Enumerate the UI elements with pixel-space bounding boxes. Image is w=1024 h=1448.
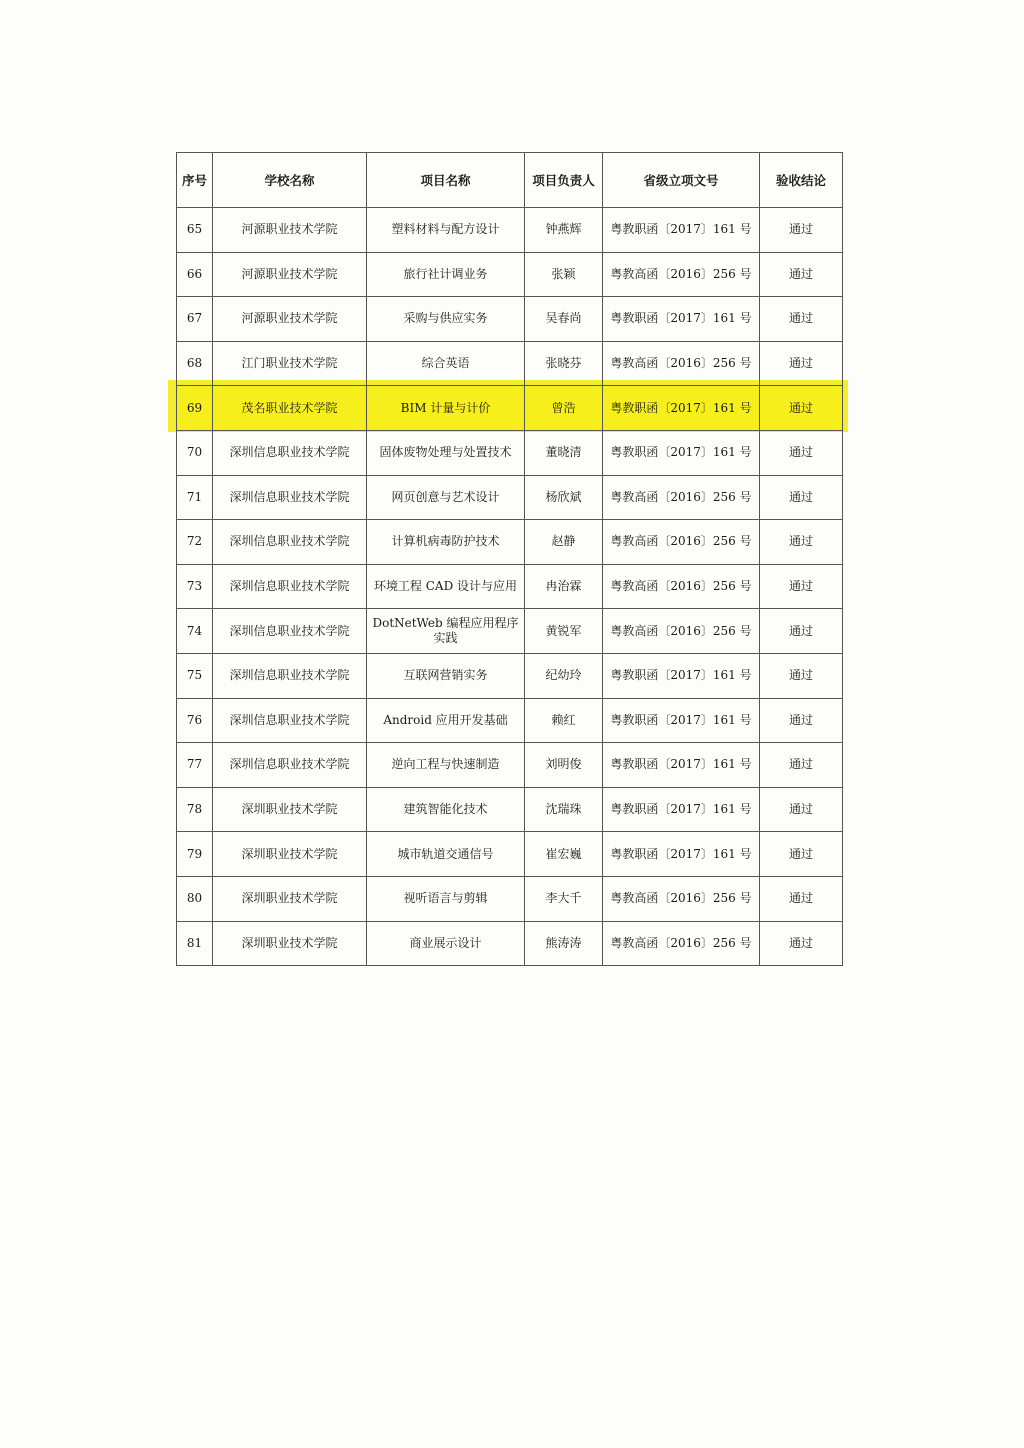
table-header-row [177,153,843,208]
table-row [177,609,843,654]
cell-school: 深圳信息职业技术学院 [213,475,367,520]
cell-project: 采购与供应实务 [367,297,525,342]
cell-leader: 杨欣斌 [525,475,603,520]
header-result: 验收结论 [760,153,843,208]
cell-project: 网页创意与艺术设计 [367,475,525,520]
acceptance-table-container [176,152,842,966]
cell-leader: 李大千 [525,876,603,921]
table-row [177,341,843,386]
table-row [177,252,843,297]
cell-school: 深圳职业技术学院 [213,876,367,921]
cell-result: 通过 [760,609,843,654]
cell-index: 79 [177,832,213,877]
cell-index: 68 [177,341,213,386]
cell-project: DotNetWeb 编程应用程序实践 [367,609,525,654]
cell-school: 深圳信息职业技术学院 [213,564,367,609]
table-row [177,876,843,921]
cell-result: 通过 [760,386,843,431]
cell-project: 综合英语 [367,341,525,386]
cell-doc-number: 粤教职函〔2017〕161 号 [603,386,760,431]
cell-index: 65 [177,208,213,253]
cell-doc-number: 粤教高函〔2016〕256 号 [603,876,760,921]
table-row [177,208,843,253]
cell-result: 通过 [760,430,843,475]
header-leader: 项目负责人 [525,153,603,208]
cell-project: 环境工程 CAD 设计与应用 [367,564,525,609]
cell-school: 深圳信息职业技术学院 [213,520,367,565]
cell-result: 通过 [760,297,843,342]
cell-leader: 吴春尚 [525,297,603,342]
cell-school: 深圳职业技术学院 [213,921,367,966]
cell-result: 通过 [760,876,843,921]
cell-project: 互联网营销实务 [367,653,525,698]
table-row [177,386,843,431]
header-school: 学校名称 [213,153,367,208]
cell-leader: 赵静 [525,520,603,565]
cell-result: 通过 [760,252,843,297]
cell-school: 茂名职业技术学院 [213,386,367,431]
table-row [177,743,843,788]
cell-index: 75 [177,653,213,698]
cell-project: Android 应用开发基础 [367,698,525,743]
table-row [177,698,843,743]
cell-doc-number: 粤教职函〔2017〕161 号 [603,430,760,475]
cell-index: 73 [177,564,213,609]
cell-result: 通过 [760,698,843,743]
acceptance-table [176,152,843,966]
cell-index: 78 [177,787,213,832]
cell-doc-number: 粤教职函〔2017〕161 号 [603,297,760,342]
table-row [177,921,843,966]
cell-school: 河源职业技术学院 [213,252,367,297]
table-row [177,430,843,475]
table-row [177,475,843,520]
cell-index: 74 [177,609,213,654]
cell-index: 67 [177,297,213,342]
header-doc-number: 省级立项文号 [603,153,760,208]
cell-leader: 沈瑞珠 [525,787,603,832]
cell-leader: 董晓清 [525,430,603,475]
cell-result: 通过 [760,208,843,253]
cell-doc-number: 粤教高函〔2016〕256 号 [603,341,760,386]
cell-project: 逆向工程与快速制造 [367,743,525,788]
cell-school: 深圳信息职业技术学院 [213,430,367,475]
cell-doc-number: 粤教高函〔2016〕256 号 [603,475,760,520]
cell-leader: 钟燕辉 [525,208,603,253]
cell-project: 旅行社计调业务 [367,252,525,297]
cell-leader: 崔宏巍 [525,832,603,877]
cell-result: 通过 [760,653,843,698]
cell-index: 77 [177,743,213,788]
cell-project: 塑料材料与配方设计 [367,208,525,253]
cell-index: 81 [177,921,213,966]
table-row [177,520,843,565]
cell-doc-number: 粤教职函〔2017〕161 号 [603,698,760,743]
cell-leader: 张晓芬 [525,341,603,386]
header-project: 项目名称 [367,153,525,208]
cell-leader: 曾浩 [525,386,603,431]
cell-school: 深圳职业技术学院 [213,787,367,832]
cell-index: 66 [177,252,213,297]
cell-project: 建筑智能化技术 [367,787,525,832]
cell-leader: 纪幼玲 [525,653,603,698]
cell-leader: 赖红 [525,698,603,743]
cell-project: BIM 计量与计价 [367,386,525,431]
table-row [177,787,843,832]
cell-school: 深圳信息职业技术学院 [213,653,367,698]
cell-doc-number: 粤教职函〔2017〕161 号 [603,653,760,698]
cell-leader: 冉治霖 [525,564,603,609]
cell-project: 视听语言与剪辑 [367,876,525,921]
cell-school: 江门职业技术学院 [213,341,367,386]
table-body [177,208,843,966]
table-row [177,564,843,609]
cell-project: 城市轨道交通信号 [367,832,525,877]
cell-school: 深圳信息职业技术学院 [213,743,367,788]
cell-index: 72 [177,520,213,565]
cell-leader: 刘明俊 [525,743,603,788]
cell-doc-number: 粤教高函〔2016〕256 号 [603,252,760,297]
cell-result: 通过 [760,475,843,520]
cell-doc-number: 粤教职函〔2017〕161 号 [603,832,760,877]
cell-index: 70 [177,430,213,475]
cell-school: 河源职业技术学院 [213,297,367,342]
cell-doc-number: 粤教职函〔2017〕161 号 [603,208,760,253]
cell-doc-number: 粤教高函〔2016〕256 号 [603,520,760,565]
cell-school: 深圳信息职业技术学院 [213,698,367,743]
cell-index: 76 [177,698,213,743]
cell-leader: 熊涛涛 [525,921,603,966]
table-row [177,653,843,698]
table-row [177,832,843,877]
cell-index: 80 [177,876,213,921]
cell-result: 通过 [760,832,843,877]
cell-result: 通过 [760,921,843,966]
cell-project: 商业展示设计 [367,921,525,966]
cell-leader: 张颖 [525,252,603,297]
cell-doc-number: 粤教职函〔2017〕161 号 [603,743,760,788]
table-row [177,297,843,342]
header-index: 序号 [177,153,213,208]
cell-result: 通过 [760,787,843,832]
cell-result: 通过 [760,564,843,609]
cell-result: 通过 [760,743,843,788]
cell-result: 通过 [760,341,843,386]
cell-index: 69 [177,386,213,431]
cell-project: 计算机病毒防护技术 [367,520,525,565]
cell-school: 河源职业技术学院 [213,208,367,253]
cell-doc-number: 粤教高函〔2016〕256 号 [603,564,760,609]
cell-school: 深圳信息职业技术学院 [213,609,367,654]
cell-doc-number: 粤教职函〔2017〕161 号 [603,787,760,832]
cell-doc-number: 粤教高函〔2016〕256 号 [603,609,760,654]
cell-index: 71 [177,475,213,520]
cell-school: 深圳职业技术学院 [213,832,367,877]
cell-leader: 黄锐军 [525,609,603,654]
cell-result: 通过 [760,520,843,565]
cell-doc-number: 粤教高函〔2016〕256 号 [603,921,760,966]
cell-project: 固体废物处理与处置技术 [367,430,525,475]
